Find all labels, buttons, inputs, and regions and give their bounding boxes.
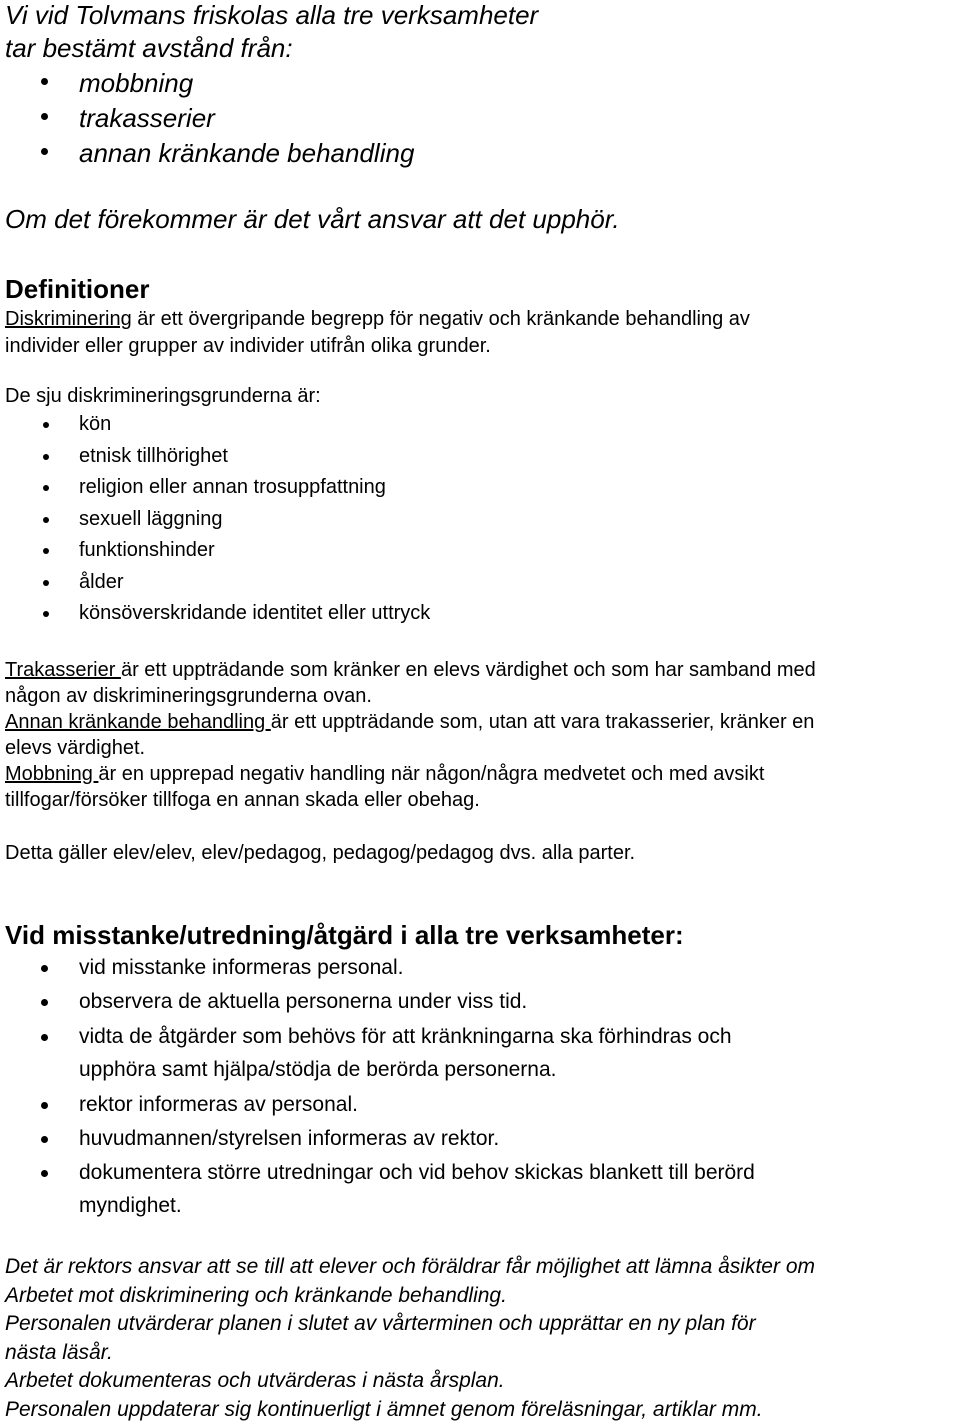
suspicion-item-continuation: myndighet.: [79, 1194, 182, 1217]
bullet-icon: [41, 1136, 48, 1143]
suspicion-item: dokumentera större utredningar och vid behov skickas blankett till berörd: [79, 1161, 755, 1184]
ground-item: ålder: [79, 571, 124, 593]
ground-item: kön: [79, 413, 112, 435]
suspicion-heading: Vid misstanke/utredning/åtgärd i alla tre verksamheter:: [5, 920, 684, 950]
other-abuse-text: är ett uppträdande som, utan att vara trakasserier, kränker en: [270, 711, 815, 733]
closing-line: Arbetet mot diskriminering och kränkande behandling.: [5, 1284, 507, 1307]
closing-line: Personalen uppdaterar sig kontinuerligt i ämnet genom föreläsningar, artiklar mm.: [5, 1398, 763, 1421]
harassment-definition-line-1: [5, 660, 816, 680]
closing-line: Personalen utvärderar planen i slutet av vårterminen och upprättar en ny plan för: [5, 1312, 756, 1335]
harassment-text: är ett uppträdande som kränker en elevs värdighet och som har samband med: [120, 659, 816, 681]
bullet-icon: [43, 611, 49, 617]
bullet-icon: [41, 113, 48, 120]
closing-line: Arbetet dokumenteras och utvärderas i nästa årsplan.: [5, 1369, 505, 1392]
responsibility-statement: Om det förekommer är det vårt ansvar att det upphör.: [5, 204, 620, 234]
suspicion-item-continuation: upphöra samt hjälpa/stödja de berörda personerna.: [79, 1058, 557, 1081]
other-abuse-definition-line-2: elevs värdighet.: [5, 737, 146, 759]
other-abuse-term: Annan kränkande behandling: [5, 711, 271, 733]
suspicion-item: vidta de åtgärder som behövs för att kränkningarna ska förhindras och: [79, 1025, 732, 1048]
definitions-heading: Definitioner: [5, 274, 150, 304]
bullet-icon: [41, 1170, 48, 1177]
closing-line: Det är rektors ansvar att se till att elever och föräldrar får möjlighet att lämna åsikter om: [5, 1255, 815, 1278]
ground-item: könsöverskridande identitet eller uttryck: [79, 602, 431, 624]
scope-statement: Detta gäller elev/elev, elev/pedagog, pedagog/pedagog dvs. alla parter.: [5, 842, 636, 864]
bullet-icon: [43, 422, 49, 428]
grounds-intro: De sju diskrimineringsgrunderna är:: [5, 385, 321, 407]
discrimination-definition-line-1: [5, 309, 750, 329]
bullet-icon: [41, 78, 48, 85]
intro-title-line-2: tar bestämt avstånd från:: [5, 33, 293, 63]
intro-item: trakasserier: [79, 103, 215, 133]
bullying-definition-line-1: [5, 764, 764, 784]
discrimination-text: är ett övergripande begrepp för negativ och kränkande behandling av: [131, 308, 750, 330]
bullet-icon: [43, 485, 49, 491]
harassment-definition-line-2: någon av diskrimineringsgrunderna ovan.: [5, 685, 372, 707]
ground-item: etnisk tillhörighet: [79, 445, 228, 467]
other-abuse-definition-line-1: [5, 712, 814, 732]
ground-item: funktionshinder: [79, 539, 215, 561]
closing-line: nästa läsår.: [5, 1341, 113, 1364]
bullet-icon: [41, 1034, 48, 1041]
bullet-icon: [43, 548, 49, 554]
intro-title-line-1: Vi vid Tolvmans friskolas alla tre verksamheter: [5, 0, 539, 30]
harassment-term: Trakasserier: [5, 659, 121, 681]
suspicion-item: vid misstanke informeras personal.: [79, 956, 404, 979]
bullet-icon: [41, 999, 48, 1006]
bullet-icon: [41, 148, 48, 155]
bullet-icon: [43, 517, 49, 523]
bullet-icon: [41, 1102, 48, 1109]
bullet-icon: [41, 965, 48, 972]
intro-item: mobbning: [79, 68, 194, 98]
discrimination-term: Diskriminering: [5, 308, 132, 330]
bullying-term: Mobbning: [5, 763, 99, 785]
intro-item: annan kränkande behandling: [79, 138, 415, 168]
discrimination-definition-line-2: individer eller grupper av individer utifrån olika grunder.: [5, 335, 491, 357]
suspicion-item: rektor informeras av personal.: [79, 1093, 358, 1116]
bullying-definition-line-2: tillfogar/försöker tillfoga en annan skada eller obehag.: [5, 789, 480, 811]
bullet-icon: [43, 454, 49, 460]
suspicion-item: observera de aktuella personerna under viss tid.: [79, 990, 528, 1013]
ground-item: religion eller annan trosuppfattning: [79, 476, 386, 498]
bullet-icon: [43, 580, 49, 586]
suspicion-item: huvudmannen/styrelsen informeras av rektor.: [79, 1127, 500, 1150]
bullying-text: är en upprepad negativ handling när någon/några medvetet och med avsikt: [98, 763, 765, 785]
ground-item: sexuell läggning: [79, 508, 223, 530]
